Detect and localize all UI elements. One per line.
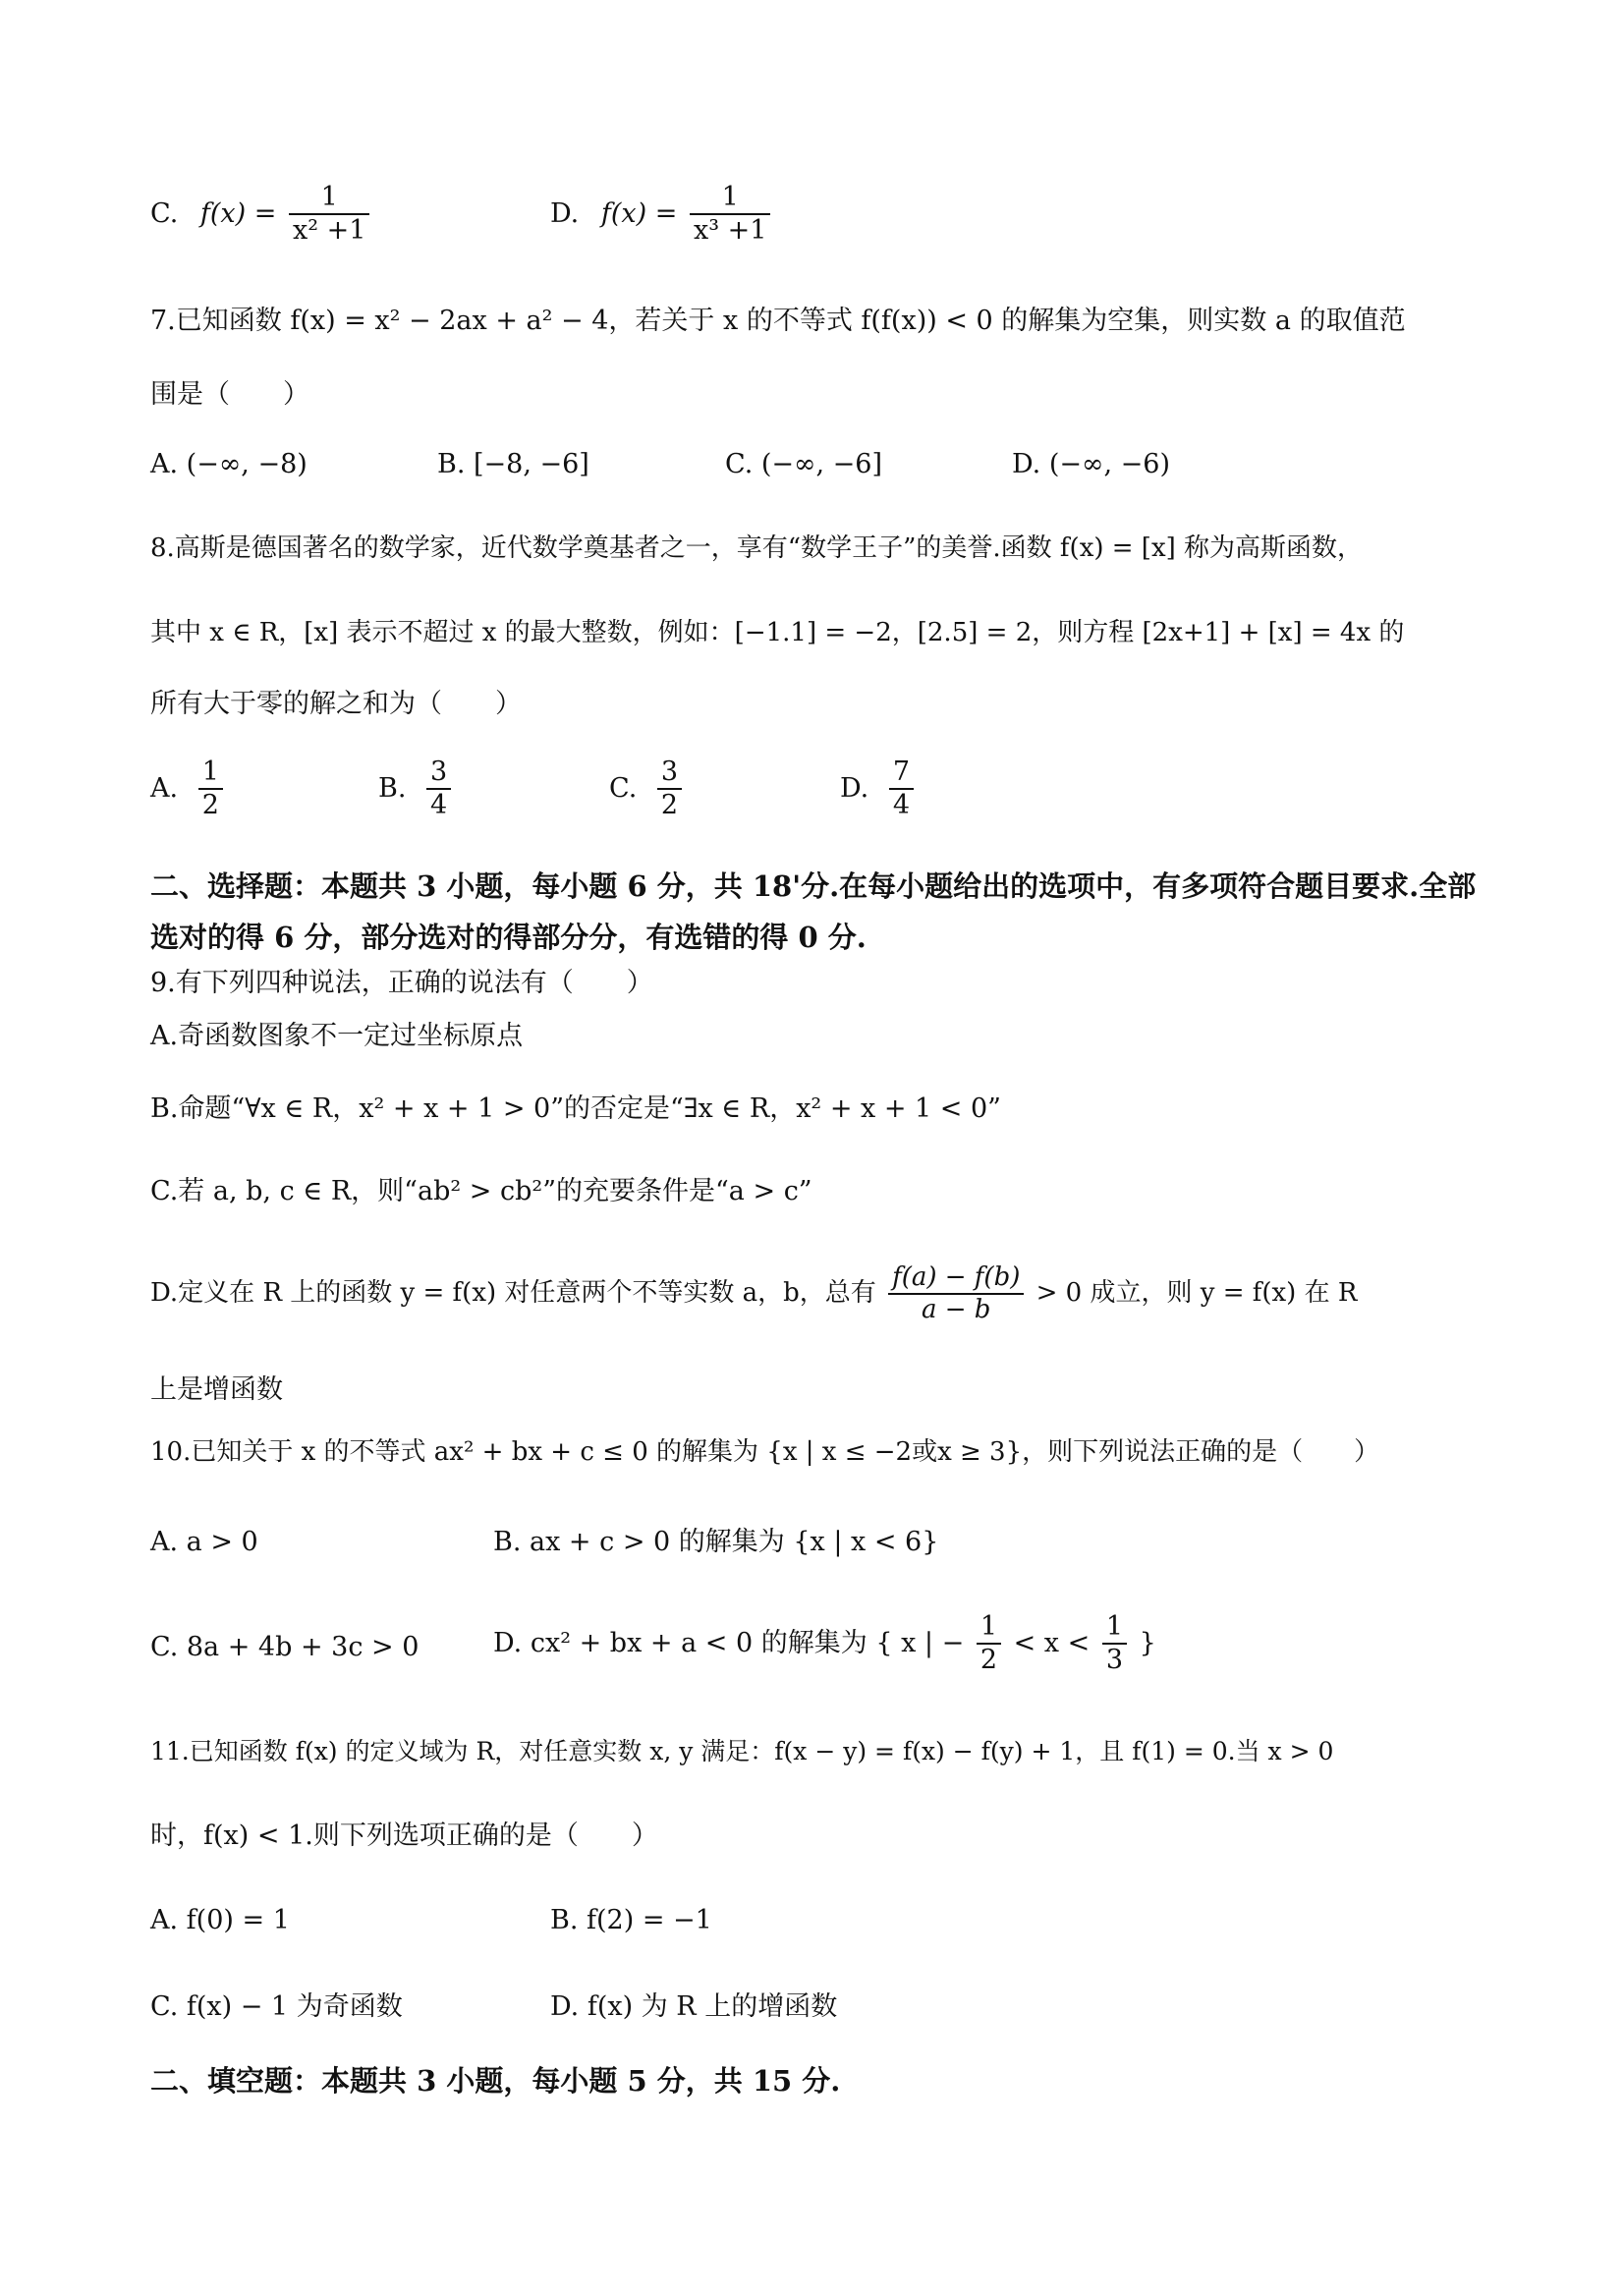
option-lhs: f(x) = — [600, 197, 678, 229]
option-fraction — [426, 756, 451, 822]
option-label: A. — [150, 772, 179, 804]
option-text: < x < — [1013, 1627, 1091, 1658]
q9-option-a: A.奇函数图象不一定过坐标原点 — [150, 1021, 524, 1051]
fraction-denominator: 2 — [201, 790, 219, 821]
fraction-numerator: 1 — [198, 756, 223, 790]
q11-option-d: D. f(x) 为 R 上的增函数 — [550, 1991, 838, 2022]
option-fraction — [888, 1262, 1024, 1325]
fraction-numerator: 1 — [1102, 1611, 1127, 1645]
q9-option-d-continued: 上是增函数 — [150, 1374, 283, 1405]
q7-option-a: A. (−∞, −8) — [150, 449, 308, 479]
fraction-numerator: 3 — [426, 756, 451, 790]
fraction-denominator: x² +1 — [292, 215, 366, 247]
q10-option-a: A. a > 0 — [150, 1527, 258, 1557]
q7-option-c: C. (−∞, −6] — [725, 449, 883, 479]
q11-option-b: B. f(2) = −1 — [550, 1905, 712, 1935]
fraction-numerator: 1 — [690, 182, 770, 215]
fraction-denominator: 4 — [430, 790, 448, 821]
q8-stem-line1: 8.高斯是德国著名的数学家，近代数学奠基者之一，享有“数学王子”的美誉.函数 f(x) = [x] 称为高斯函数， — [150, 533, 1364, 563]
section-heading-fill-in: 二、填空题：本题共 3 小题，每小题 5 分，共 15 分. — [150, 2064, 841, 2098]
q10-option-d — [493, 1611, 1156, 1677]
q7-stem-line1: 7.已知函数 f(x) = x² − 2ax + a² − 4，若关于 x 的不等式 f(f(x)) < 0 的解集为空集，则实数 a 的取值范 — [150, 306, 1406, 336]
q8-option-a — [150, 756, 227, 822]
option-label: C. — [150, 197, 179, 229]
fraction-numerator: 7 — [889, 756, 914, 790]
fraction-numerator: 3 — [657, 756, 682, 790]
option-fraction — [977, 1611, 1001, 1677]
q8-stem-line2: 其中 x ∈ R，[x] 表示不超过 x 的最大整数，例如：[−1.1] = −2，[2.5] = 2，则方程 [2x+1] + [x] = 4x 的 — [150, 618, 1405, 647]
option-fraction — [690, 182, 770, 248]
q8-option-b — [378, 756, 455, 822]
q7-stem-line2: 围是（ ） — [150, 379, 309, 410]
fraction-denominator: a − b — [921, 1295, 991, 1325]
option-text: D.定义在 R 上的函数 y = f(x) 对任意两个不等实数 a，b，总有 — [150, 1278, 876, 1309]
q9-option-b: B.命题“∀x ∈ R，x² + x + 1 > 0”的否定是“∃x ∈ R，x² + x + 1 < 0” — [150, 1093, 1001, 1124]
q6-option-d — [550, 182, 774, 248]
q11-option-a: A. f(0) = 1 — [150, 1905, 290, 1935]
q11-option-c: C. f(x) − 1 为奇函数 — [150, 1991, 403, 2022]
option-text: D. cx² + bx + a < 0 的解集为 { x | − — [493, 1627, 965, 1658]
q8-stem-line3: 所有大于零的解之和为（ ） — [150, 689, 522, 719]
q11-stem-line2: 时，f(x) < 1.则下列选项正确的是（ ） — [150, 1820, 658, 1851]
fraction-denominator: 4 — [892, 790, 911, 821]
q8-option-d — [840, 756, 918, 822]
option-label: D. — [840, 772, 869, 804]
fraction-denominator: 3 — [1105, 1645, 1124, 1676]
q8-option-c — [609, 756, 686, 822]
option-lhs: f(x) = — [199, 197, 277, 229]
option-label: C. — [609, 772, 638, 804]
option-fraction — [889, 756, 914, 822]
q11-stem-line1: 11.已知函数 f(x) 的定义域为 R，对任意实数 x, y 满足：f(x − y) = f(x) − f(y) + 1，且 f(1) = 0.当 x > 0 — [150, 1737, 1334, 1765]
q9-option-d — [150, 1262, 1485, 1325]
option-label: D. — [550, 197, 580, 229]
fraction-denominator: x³ +1 — [693, 215, 767, 247]
option-fraction — [198, 756, 223, 822]
q9-stem: 9.有下列四种说法，正确的说法有（ ） — [150, 968, 653, 998]
option-fraction — [289, 182, 369, 248]
option-fraction — [1102, 1611, 1127, 1677]
q9-option-c: C.若 a, b, c ∈ R，则“ab² > cb²”的充要条件是“a > c” — [150, 1176, 812, 1206]
option-text: > 0 成立，则 y = f(x) 在 R — [1035, 1278, 1358, 1309]
q10-option-c: C. 8a + 4b + 3c > 0 — [150, 1632, 420, 1662]
fraction-numerator: f(a) − f(b) — [888, 1262, 1024, 1295]
q7-option-d: D. (−∞, −6) — [1012, 449, 1170, 479]
section-heading-multiple-choice: 二、选择题：本题共 3 小题，每小题 6 分，共 18'分.在每小题给出的选项中，有多项符合题目要求.全部选对的得 6 分，部分选对的得部分分，有选错的得 0 分. — [150, 869, 1477, 955]
option-label: B. — [378, 772, 407, 804]
fraction-denominator: 2 — [660, 790, 679, 821]
fraction-denominator: 2 — [979, 1645, 997, 1676]
q10-option-b: B. ax + c > 0 的解集为 {x | x < 6} — [493, 1527, 939, 1557]
option-text: } — [1139, 1627, 1156, 1658]
option-fraction — [657, 756, 682, 822]
fraction-numerator: 1 — [977, 1611, 1001, 1645]
q10-stem: 10.已知关于 x 的不等式 ax² + bx + c ≤ 0 的解集为 {x | x ≤ −2或x ≥ 3}，则下列说法正确的是（ ） — [150, 1437, 1380, 1467]
q6-option-c — [150, 182, 373, 248]
q7-option-b: B. [−8, −6] — [437, 449, 589, 479]
fraction-numerator: 1 — [289, 182, 369, 215]
